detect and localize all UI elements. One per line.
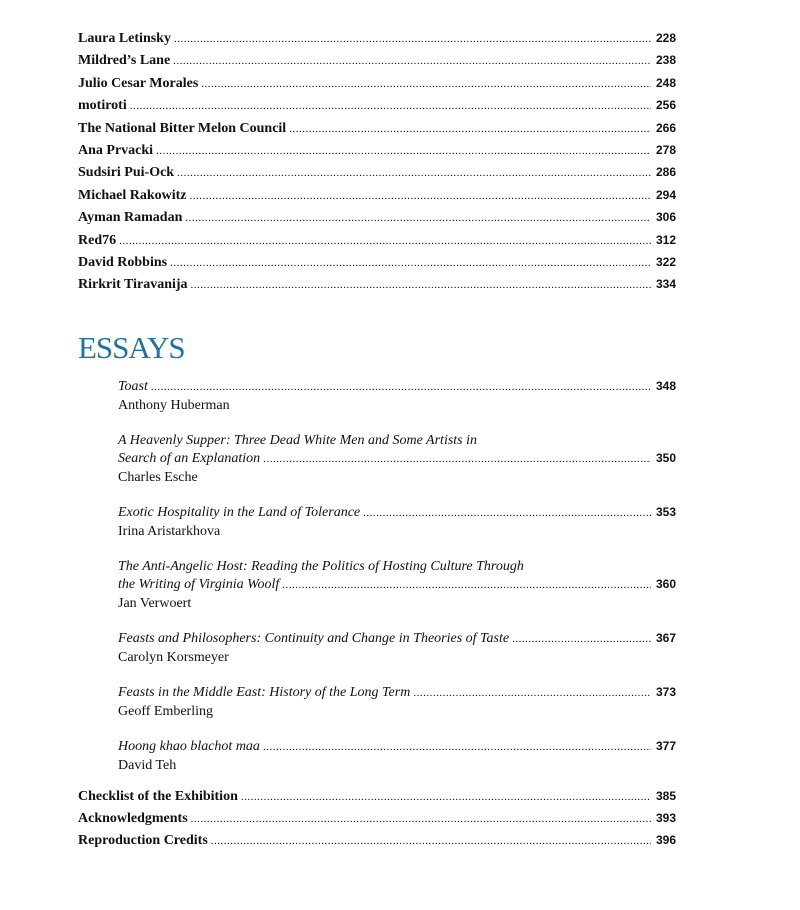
page-number: 377: [655, 739, 676, 753]
entry-label: Ana Prvacki: [78, 142, 154, 158]
page-number: 312: [655, 232, 676, 247]
page-number: 350: [655, 451, 676, 465]
essay-title: Toast: [118, 379, 148, 394]
entry-label: Sudsiri Pui-Ock: [78, 165, 175, 181]
essay-author: Anthony Huberman: [118, 398, 230, 413]
essay-title: Feasts and Philosophers: Continuity and Change in Theories of Taste: [118, 631, 510, 646]
toc-entry[interactable]: [78, 53, 676, 75]
essay-title-line: [118, 685, 676, 703]
page-number: 385: [655, 789, 676, 803]
dot-leader: [189, 190, 651, 202]
page-number: 348: [655, 379, 676, 393]
page-number: 294: [655, 187, 676, 202]
dot-leader: [177, 167, 651, 179]
dot-leader: [119, 235, 651, 247]
entry-label: Acknowledgments: [78, 811, 188, 826]
toc-entry[interactable]: [78, 31, 676, 53]
dot-leader: [170, 257, 651, 269]
toc-entry[interactable]: [78, 121, 676, 143]
dot-leader: [263, 453, 651, 465]
essay-entry[interactable]: [118, 559, 676, 613]
essay-title: the Writing of Virginia Woolf: [118, 577, 280, 592]
entry-label: Red76: [78, 232, 117, 248]
essay-title-line: [118, 505, 676, 523]
entry-label: David Robbins: [78, 254, 168, 270]
essay-title: Feasts in the Middle East: History of the Long Term: [118, 685, 411, 700]
essay-author: David Teh: [118, 758, 177, 773]
toc-entry[interactable]: [78, 789, 676, 811]
essay-author: Irina Aristarkhova: [118, 524, 221, 539]
essay-entries: [118, 379, 676, 793]
entry-label: Julio Cesar Morales: [78, 75, 199, 91]
dot-leader: [512, 633, 651, 645]
dot-leader: [211, 835, 651, 847]
essay-title-line: [118, 631, 676, 649]
dot-leader: [130, 100, 651, 112]
dot-leader: [263, 741, 651, 753]
essay-entry[interactable]: [118, 379, 676, 415]
page-number: 228: [655, 31, 676, 45]
page-number: 396: [655, 833, 676, 847]
toc-entry[interactable]: [78, 277, 676, 299]
entry-label: Laura Letinsky: [78, 31, 171, 46]
page-number: 266: [655, 120, 676, 135]
essay-title: Hoong khao blachot maa: [118, 739, 260, 754]
essay-title-line: [118, 739, 676, 757]
essay-title-line: [118, 451, 676, 469]
entry-label: Michael Rakowitz: [78, 187, 187, 203]
entry-label: The National Bitter Melon Council: [78, 120, 287, 136]
essay-entry[interactable]: [118, 685, 676, 721]
back-matter-entries: [78, 789, 676, 855]
page-number: 248: [655, 75, 676, 90]
dot-leader: [241, 791, 651, 803]
page-number: 373: [655, 685, 676, 699]
dot-leader: [191, 279, 651, 291]
essay-author: Geoff Emberling: [118, 704, 213, 719]
page-number: 393: [655, 811, 676, 825]
toc-entry[interactable]: [78, 165, 676, 187]
toc-entry[interactable]: [78, 98, 676, 120]
dot-leader: [151, 381, 651, 393]
artist-entries: [78, 31, 676, 300]
entry-label: Ayman Ramadan: [78, 210, 183, 226]
page-number: 306: [655, 210, 676, 225]
dot-leader: [174, 33, 651, 45]
essay-title: Search of an Explanation: [118, 451, 261, 466]
dot-leader: [185, 212, 651, 224]
entry-label: Checklist of the Exhibition: [78, 789, 238, 804]
essay-author: Charles Esche: [118, 470, 198, 485]
dot-leader: [289, 123, 651, 135]
page-number: 256: [655, 98, 676, 113]
toc-entry[interactable]: [78, 255, 676, 277]
page-number: 278: [655, 142, 676, 157]
page-number: 367: [655, 631, 676, 645]
essay-entry[interactable]: [118, 739, 676, 775]
essay-entry[interactable]: [118, 631, 676, 667]
essay-title-line: [118, 379, 676, 397]
toc-entry[interactable]: [78, 811, 676, 833]
entry-label: Rirkrit Tiravanija: [78, 277, 188, 293]
essay-entry[interactable]: [118, 505, 676, 541]
toc-entry[interactable]: [78, 210, 676, 232]
page-number: 360: [655, 577, 676, 591]
page-number: 353: [655, 505, 676, 519]
dot-leader: [173, 55, 651, 67]
toc-entry[interactable]: [78, 833, 676, 855]
dot-leader: [191, 813, 651, 825]
toc-entry[interactable]: [78, 188, 676, 210]
toc-entry[interactable]: [78, 76, 676, 98]
toc-entry[interactable]: [78, 143, 676, 165]
entry-label: motiroti: [78, 98, 127, 114]
toc-entry[interactable]: [78, 233, 676, 255]
essays-heading: ESSAYS: [78, 330, 185, 365]
page-number: 238: [655, 53, 676, 68]
essay-title: Exotic Hospitality in the Land of Tolerance: [118, 505, 361, 520]
essay-title-line: The Anti-Angelic Host: Reading the Politics of Hosting Culture Through: [118, 559, 524, 574]
essay-author: Carolyn Korsmeyer: [118, 650, 229, 665]
essay-title-line: A Heavenly Supper: Three Dead White Men and Some Artists in: [118, 433, 478, 448]
dot-leader: [201, 78, 651, 90]
page-number: 322: [655, 254, 676, 269]
entry-label: Reproduction Credits: [78, 833, 208, 848]
page-number: 286: [655, 165, 676, 180]
entry-label: Mildred’s Lane: [78, 53, 171, 69]
dot-leader: [282, 579, 651, 591]
essay-entry[interactable]: [118, 433, 676, 487]
dot-leader: [363, 507, 651, 519]
essay-author: Jan Verwoert: [118, 596, 192, 611]
dot-leader: [156, 145, 651, 157]
dot-leader: [413, 687, 651, 699]
essay-title-line: [118, 577, 676, 595]
page-number: 334: [655, 277, 676, 292]
